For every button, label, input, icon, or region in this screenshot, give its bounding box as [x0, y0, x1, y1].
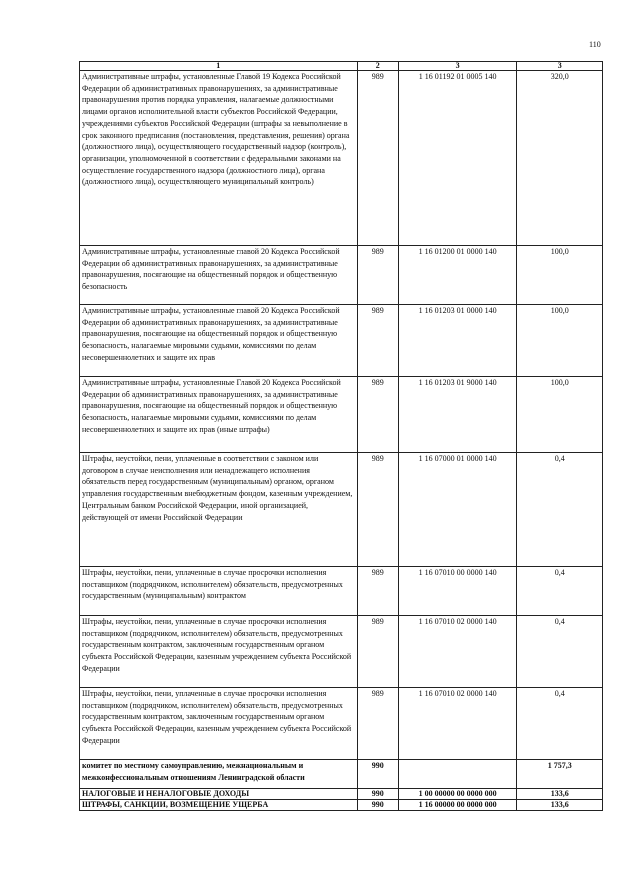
- row-amount: 0,4: [517, 453, 603, 567]
- row-description: Штрафы, неустойки, пени, уплаченные в случае просрочки исполнения поставщиком (подрядчиком, исполнителем) обязательств, предусмотренных государственным контрактом, заключенным государственным органом субъекта Российской Федерации, казенным учреждением субъекта Российской Федерации: [80, 616, 358, 688]
- row-amount: 0,4: [517, 567, 603, 616]
- row-admin-code: 989: [357, 377, 398, 453]
- table-row: [80, 71, 603, 246]
- row-admin-code: 989: [357, 567, 398, 616]
- revenue-table: [79, 61, 603, 811]
- row-budget-code: 1 16 07010 02 0000 140: [398, 688, 517, 760]
- row-amount: 100,0: [517, 246, 603, 305]
- row-admin-code: 989: [357, 453, 398, 567]
- table-row: [80, 800, 603, 811]
- row-budget-code: 1 16 07000 01 0000 140: [398, 453, 517, 567]
- row-admin-code: 989: [357, 246, 398, 305]
- row-admin-code: 989: [357, 71, 398, 246]
- row-admin-code: 989: [357, 616, 398, 688]
- row-description: комитет по местному самоуправлению, межнациональным и межконфессиональным отношениям Ленинградской области: [80, 760, 358, 789]
- table-row: [80, 760, 603, 789]
- row-amount: 133,6: [517, 800, 603, 811]
- header-cell-amount: 3: [517, 62, 603, 71]
- row-admin-code: 990: [357, 760, 398, 789]
- row-amount: 0,4: [517, 616, 603, 688]
- row-admin-code: 990: [357, 789, 398, 800]
- row-budget-code: 1 16 00000 00 0000 000: [398, 800, 517, 811]
- row-amount: 100,0: [517, 377, 603, 453]
- row-budget-code: 1 16 07010 00 0000 140: [398, 567, 517, 616]
- row-description: НАЛОГОВЫЕ И НЕНАЛОГОВЫЕ ДОХОДЫ: [80, 789, 358, 800]
- revenue-table-body: [80, 62, 603, 811]
- row-admin-code: 989: [357, 305, 398, 377]
- table-row: [80, 789, 603, 800]
- row-description: Штрафы, неустойки, пени, уплаченные в случае просрочки исполнения поставщиком (подрядчиком, исполнителем) обязательств, предусмотренных государственным (муниципальным) контрактом: [80, 567, 358, 616]
- row-amount: 133,6: [517, 789, 603, 800]
- row-budget-code: 1 00 00000 00 0000 000: [398, 789, 517, 800]
- table-row: [80, 453, 603, 567]
- row-budget-code: [398, 760, 517, 789]
- row-description: Административные штрафы, установленные главой 20 Кодекса Российской Федерации об административных правонарушениях, за административные правонарушения, посягающие на общественный порядок и общественную безопасность: [80, 246, 358, 305]
- row-description: Штрафы, неустойки, пени, уплаченные в случае просрочки исполнения поставщиком (подрядчиком, исполнителем) обязательств, предусмотренных государственным контрактом, заключенным государственным органом субъекта Российской Федерации, казенным учреждением субъекта Российской Федерации: [80, 688, 358, 760]
- row-admin-code: 990: [357, 800, 398, 811]
- header-cell-code: 3: [398, 62, 517, 71]
- page-number: 110: [589, 40, 601, 49]
- row-amount: 100,0: [517, 305, 603, 377]
- row-budget-code: 1 16 01200 01 0000 140: [398, 246, 517, 305]
- row-budget-code: 1 16 01203 01 9000 140: [398, 377, 517, 453]
- table-row: [80, 305, 603, 377]
- row-description: Административные штрафы, установленные Главой 19 Кодекса Российской Федерации об административных правонарушениях, за административные правонарушения против порядка управления, налагаемые должностными лицами органов исполнительной власти субъектов Российской Федерации, учреждениями субъектов Российской Федерации (штрафы за невыполнение в срок законного предписания (постановления, представления, решения) органа (должностного лица), осуществляющего государственный надзор (контроль), организации, уполномоченной в соответствии с федеральными законами на осуществление государственного надзора (должностного лица), органа (должностного лица), осуществляющего муниципальный контроль): [80, 71, 358, 246]
- row-admin-code: 989: [357, 688, 398, 760]
- table-header-row: [80, 62, 603, 71]
- table-row: [80, 567, 603, 616]
- row-description: Административные штрафы, установленные Главой 20 Кодекса Российской Федерации об административных правонарушениях, за административные правонарушения, посягающие на общественный порядок и общественную безопасность, налагаемые мировыми судьями, комиссиями по делам несовершеннолетних и защите их прав (иные штрафы): [80, 377, 358, 453]
- row-budget-code: 1 16 07010 02 0000 140: [398, 616, 517, 688]
- header-cell-admin: 2: [357, 62, 398, 71]
- row-amount: 0,4: [517, 688, 603, 760]
- row-budget-code: 1 16 01203 01 0000 140: [398, 305, 517, 377]
- row-description: ШТРАФЫ, САНКЦИИ, ВОЗМЕЩЕНИЕ УЩЕРБА: [80, 800, 358, 811]
- table-row: [80, 377, 603, 453]
- row-amount: 320,0: [517, 71, 603, 246]
- table-row: [80, 246, 603, 305]
- table-row: [80, 616, 603, 688]
- table-row: [80, 688, 603, 760]
- row-budget-code: 1 16 01192 01 0005 140: [398, 71, 517, 246]
- row-description: Административные штрафы, установленные главой 20 Кодекса Российской Федерации об административных правонарушениях, за административные правонарушения, посягающие на общественный порядок и общественную безопасность, налагаемые мировыми судьями, комиссиями по делам несовершеннолетних и защите их прав: [80, 305, 358, 377]
- row-amount: 1 757,3: [517, 760, 603, 789]
- row-description: Штрафы, неустойки, пени, уплаченные в соответствии с законом или договором в случае неисполнения или ненадлежащего исполнения обязательств перед государственным (муниципальным) органом, органом управления государственным внебюджетным фондом, казенным учреждением, Центральным банком Российской Федерации, иной организацией, действующей от имени Российской Федерации: [80, 453, 358, 567]
- header-cell-description: 1: [80, 62, 358, 71]
